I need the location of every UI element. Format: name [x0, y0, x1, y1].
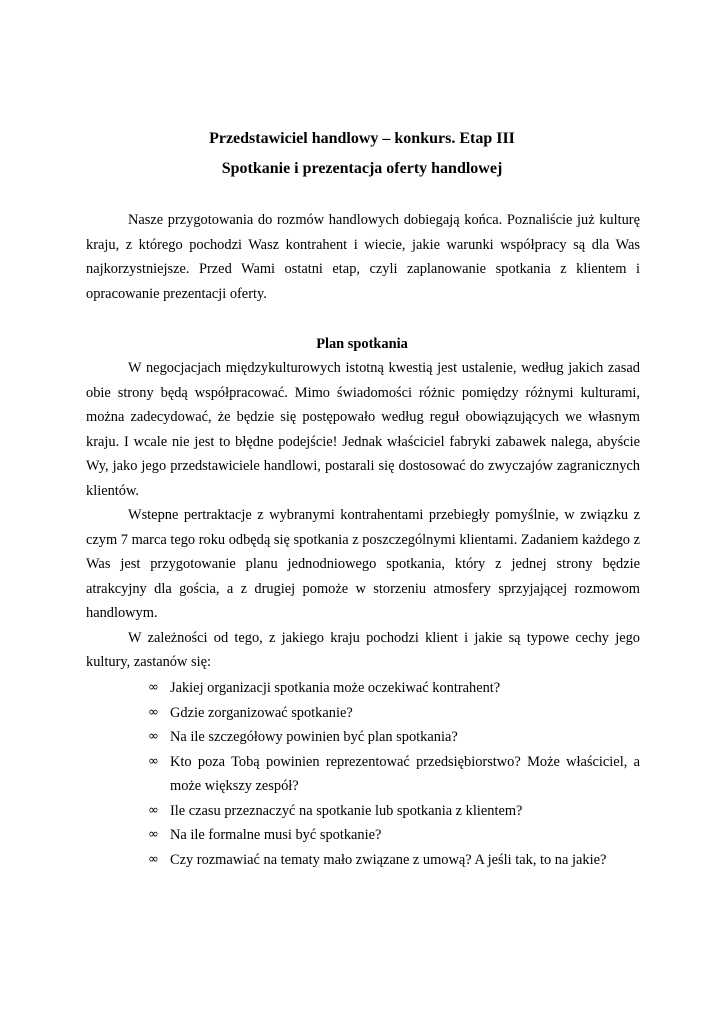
list-item — [148, 848, 640, 873]
list-item-text: Na ile formalne musi być spotkanie? — [170, 827, 382, 843]
paragraph-1: W negocjacjach międzykulturowych istotną kwestią jest ustalenie, według jakich zasad obie strony będą współpracować. Mimo świadomości różnic pomiędzy różnymi kulturami, można zadecydować, że będzie się postępowało według reguł obowiązujących we własnym kraju. I wcale nie jest to błędne podejście! Jednak właściciel fabryki zabawek nalega, abyście Wy, jako jego przedstawiciele handlowi, postarali się dostosować do zwyczajów zagranicznych klientów. — [86, 360, 640, 499]
document-subtitle: Spotkanie i prezentacja oferty handlowej — [221, 160, 503, 177]
paragraph-2: Wstepne pertraktacje z wybranymi kontrahentami przebiegły pomyślnie, w związku z czym 7 marca tego roku odbędą się spotkania z poszczególnymi klientami. Zadaniem każdego z Was jest przygotowanie planu jednodniowego spotkania, który z jednej strony będzie atrakcyjny dla gościa, a z drugiej pomoże w storzeniu atmosfery sprzyjającej rozmowom handlowym. — [86, 507, 640, 621]
list-item-text: Ile czasu przeznaczyć na spotkanie lub spotkania z klientem? — [170, 802, 523, 819]
list-item — [148, 676, 640, 701]
infinity-bullet-icon: ∞ — [148, 851, 159, 867]
list-item — [148, 701, 640, 726]
section-heading-plan: Plan spotkania — [316, 336, 408, 352]
intro-paragraph: Nasze przygotowania do rozmów handlowych dobiegają końca. Poznaliście już kulturę kraju, z którego pochodzi Wasz kontrahent i wiecie, jakie warunki współpracy są dla Was najkorzystniejsze. Przed Wami ostatni etap, czyli zaplanowanie spotkania z klientem i opracowanie prezentacji oferty. — [86, 212, 640, 302]
list-item — [148, 750, 640, 799]
list-item — [148, 823, 640, 848]
infinity-bullet-icon: ∞ — [148, 704, 159, 720]
list-item-text: Na ile szczegółowy powinien być plan spotkania? — [170, 729, 458, 745]
infinity-bullet-icon: ∞ — [148, 802, 159, 818]
list-item-text: Czy rozmawiać na tematy mało związane z umową? A jeśli tak, to na jakie? — [170, 851, 607, 868]
list-item — [148, 799, 640, 824]
infinity-bullet-icon: ∞ — [148, 680, 159, 695]
list-item-text: Jakiej organizacji spotkania może oczekiwać kontrahent? — [170, 680, 501, 696]
infinity-bullet-icon: ∞ — [148, 753, 159, 769]
list-item-text: Kto poza Tobą powinien reprezentować przedsiębiorstwo? Może właściciel, a może większy zespół? — [170, 753, 640, 794]
paragraph-3: W zależności od tego, z jakiego kraju pochodzi klient i jakie są typowe cechy jego kultury, zastanów się: — [86, 629, 640, 670]
list-item — [148, 725, 640, 750]
question-list — [148, 676, 640, 872]
list-item-text: Gdzie zorganizować spotkanie? — [170, 704, 353, 721]
document-title: Przedstawiciel handlowy – konkurs. Etap III — [209, 130, 515, 147]
infinity-bullet-icon: ∞ — [148, 827, 159, 842]
plan-section-body — [86, 356, 640, 675]
intro-section — [86, 208, 640, 306]
infinity-bullet-icon: ∞ — [148, 729, 159, 744]
